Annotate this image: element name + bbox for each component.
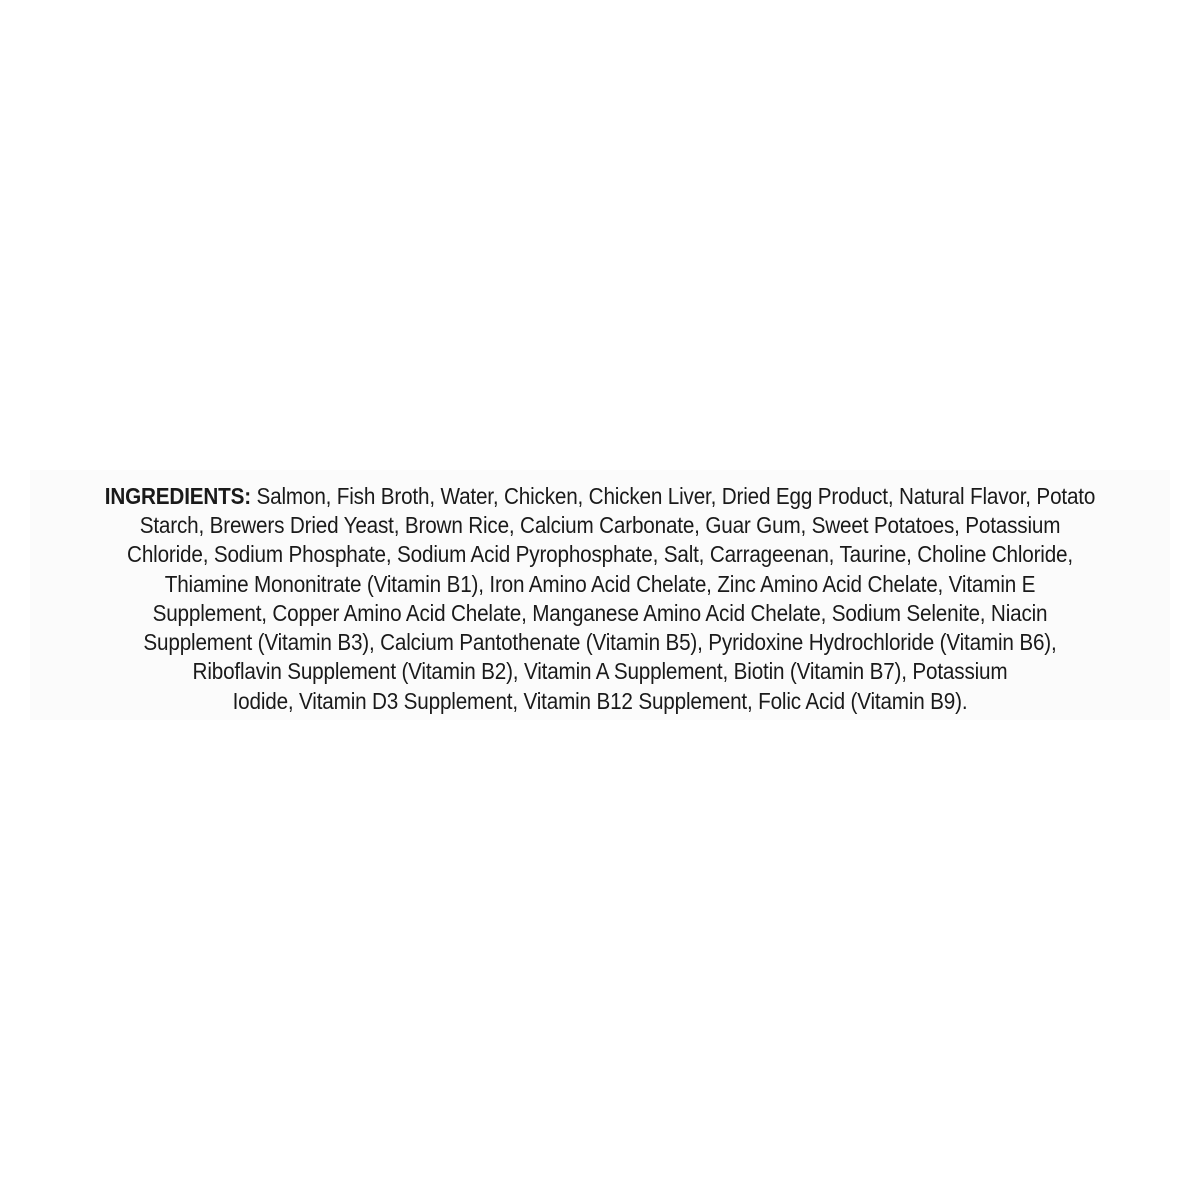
ingredients-line-8: Iodide, Vitamin D3 Supplement, Vitamin B12 Supplement, Folic Acid (Vitamin B9). [232,688,968,714]
ingredients-line-4: Thiamine Mononitrate (Vitamin B1), Iron Amino Acid Chelate, Zinc Amino Acid Chelate, Vitamin E [164,571,1036,597]
ingredients-text: Salmon, Fish Broth, Water, Chicken, Chicken Liver, Dried Egg Product, Natural Flavor, Potato [250,483,1096,509]
ingredients-line-2: Starch, Brewers Dried Yeast, Brown Rice, Calcium Carbonate, Guar Gum, Sweet Potatoes, Potassium [139,512,1061,538]
ingredients-heading: INGREDIENTS: [104,483,251,509]
ingredients-line-1 [60,481,1140,511]
ingredients-line-3: Chloride, Sodium Phosphate, Sodium Acid Pyrophosphate, Salt, Carrageenan, Taurine, Choline Chloride, [127,541,1073,567]
ingredients-line-7: Riboflavin Supplement (Vitamin B2), Vitamin A Supplement, Biotin (Vitamin B7), Potassium [192,658,1008,684]
ingredients-line-6: Supplement (Vitamin B3), Calcium Pantothenate (Vitamin B5), Pyridoxine Hydrochloride (Vitamin B6), [143,629,1057,655]
ingredients-line-5: Supplement, Copper Amino Acid Chelate, Manganese Amino Acid Chelate, Sodium Selenite, Niacin [152,600,1048,626]
